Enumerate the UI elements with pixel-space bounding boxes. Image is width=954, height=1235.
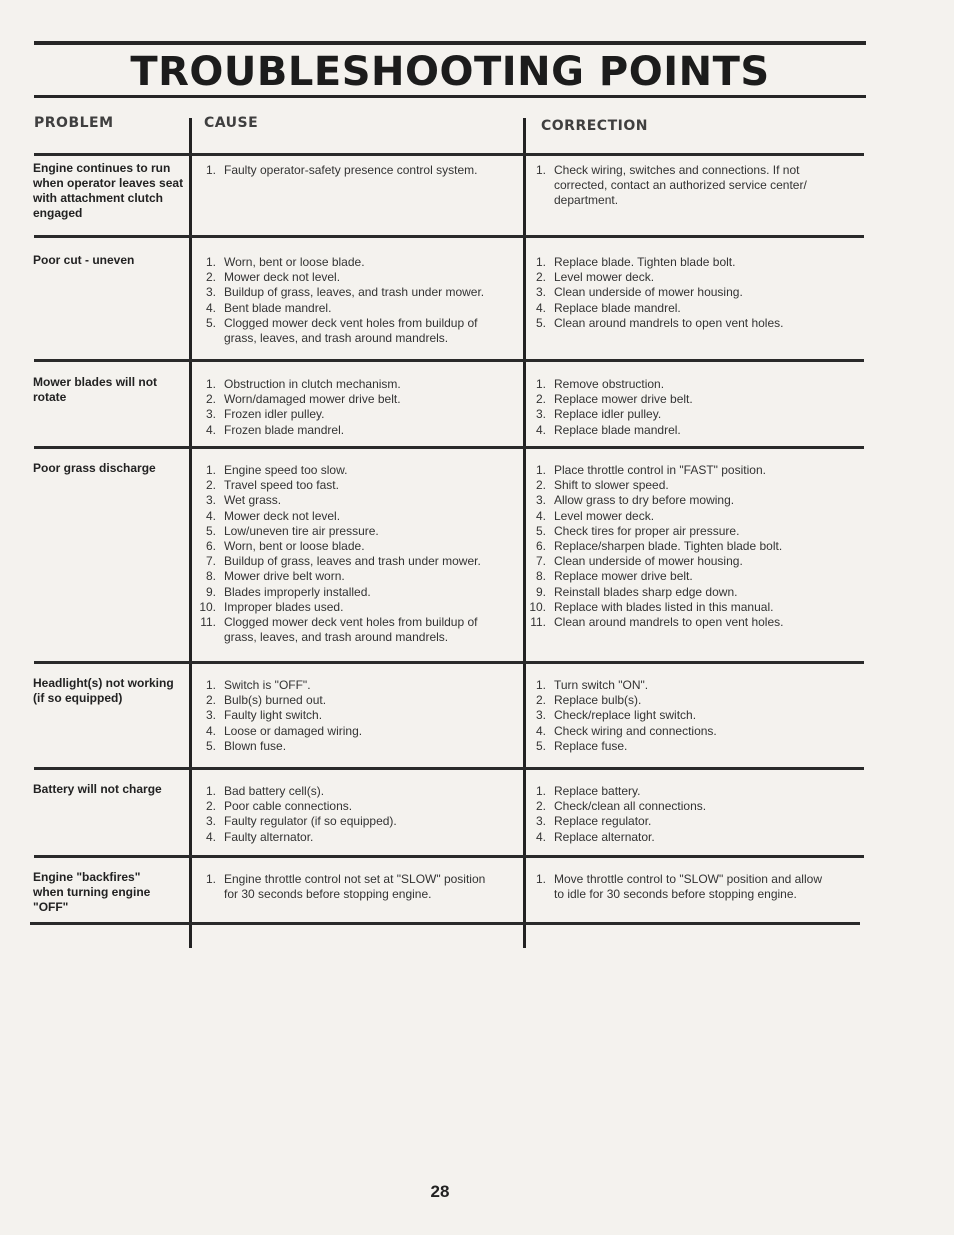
- item-number: 2.: [205, 799, 216, 814]
- item-text: Buildup of grass, leaves and trash under mower.: [224, 554, 481, 569]
- list-item: [198, 784, 498, 799]
- item-number: 6.: [205, 539, 216, 554]
- item-text: Switch is "OFF".: [224, 678, 311, 692]
- item-text: Replace fuse.: [554, 738, 628, 753]
- list-item: [528, 423, 828, 438]
- list-item: [528, 585, 828, 600]
- cause-list: [198, 784, 498, 845]
- problem-text: Engine continues to run when operator leaves seat with attachment clutch engaged: [33, 161, 184, 220]
- item-number: 4.: [535, 829, 546, 844]
- list-item: [528, 392, 828, 407]
- list-item: [528, 724, 828, 739]
- item-text: Faulty regulator (if so equipped).: [224, 814, 397, 829]
- problem-text: Poor cut - uneven: [33, 253, 135, 267]
- item-text: Check tires for proper air pressure.: [554, 523, 740, 538]
- row-divider: [34, 767, 864, 770]
- item-text: Clean underside of mower housing.: [554, 285, 743, 300]
- item-text: Check wiring, switches and connections. If not corrected, contact an authorized service center/ department.: [554, 163, 807, 208]
- item-number: 4.: [205, 723, 216, 738]
- item-text: Bad battery cell(s).: [224, 784, 325, 798]
- list-item: [198, 316, 498, 346]
- item-text: Poor cable connections.: [224, 799, 353, 814]
- cause-list: [198, 255, 498, 346]
- item-text: Worn/damaged mower drive belt.: [224, 392, 401, 407]
- item-number: 1.: [535, 163, 546, 177]
- correction-list: [528, 377, 828, 438]
- item-text: Replace blade mandrel.: [554, 300, 681, 315]
- list-item: [198, 693, 498, 708]
- list-item: [528, 784, 828, 799]
- item-text: Clean around mandrels to open vent holes.: [554, 615, 784, 630]
- item-text: Replace alternator.: [554, 829, 655, 844]
- item-number: 2.: [535, 270, 546, 285]
- list-item: [528, 799, 828, 814]
- item-text: Replace blade mandrel.: [554, 422, 681, 437]
- item-number: 1.: [535, 872, 546, 886]
- row-divider: [34, 153, 864, 156]
- list-item: [528, 708, 828, 723]
- item-text: Replace/sharpen blade. Tighten blade bolt.: [554, 539, 783, 554]
- list-item: [528, 814, 828, 829]
- column-divider-left: [189, 118, 192, 948]
- list-item: [198, 799, 498, 814]
- item-text: Blades improperly installed.: [224, 584, 371, 599]
- item-text: Turn switch "ON".: [554, 678, 649, 692]
- item-text: Replace bulb(s).: [554, 693, 642, 708]
- item-number: 1.: [205, 463, 216, 477]
- list-item: [198, 615, 498, 645]
- item-number: 1.: [205, 163, 216, 177]
- item-text: Low/uneven tire air pressure.: [224, 523, 379, 538]
- item-number: 5.: [205, 315, 216, 330]
- item-number: 3.: [205, 407, 216, 422]
- list-item: [198, 493, 498, 508]
- correction-list: [528, 163, 828, 209]
- cause-list: [198, 678, 498, 754]
- item-number: 1.: [535, 255, 546, 269]
- table-bottom-rule: [30, 922, 860, 925]
- list-item: [198, 392, 498, 407]
- item-number: 8.: [535, 569, 546, 584]
- list-item: [528, 539, 828, 554]
- list-item: [528, 739, 828, 754]
- item-number: 9.: [205, 584, 216, 599]
- list-item: [198, 255, 498, 270]
- item-text: Reinstall blades sharp edge down.: [554, 584, 738, 599]
- item-text: Clogged mower deck vent holes from buildup of grass, leaves, and trash around mandrels.: [224, 615, 478, 645]
- correction-header: CORRECTION: [541, 118, 648, 134]
- item-text: Check/replace light switch.: [554, 708, 697, 723]
- list-item: [528, 872, 828, 902]
- list-item: [198, 678, 498, 693]
- correction-list: [528, 463, 828, 630]
- list-item: [528, 270, 828, 285]
- list-item: [528, 285, 828, 300]
- item-number: 4.: [205, 508, 216, 523]
- list-item: [198, 872, 498, 902]
- cause-list: [198, 872, 498, 902]
- item-text: Faulty operator-safety presence control system.: [224, 163, 478, 177]
- list-item: [198, 407, 498, 422]
- list-item: [528, 478, 828, 493]
- item-number: 4.: [535, 723, 546, 738]
- item-text: Replace mower drive belt.: [554, 392, 693, 407]
- cause-list: [198, 163, 498, 178]
- list-item: [198, 301, 498, 316]
- item-number: 1.: [535, 784, 546, 798]
- item-text: Faulty light switch.: [224, 708, 323, 723]
- item-text: Loose or damaged wiring.: [224, 723, 363, 738]
- list-item: [528, 524, 828, 539]
- list-item: [198, 509, 498, 524]
- item-text: Worn, bent or loose blade.: [224, 255, 365, 269]
- list-item: [528, 830, 828, 845]
- item-text: Frozen blade mandrel.: [224, 422, 345, 437]
- list-item: [528, 377, 828, 392]
- item-number: 2.: [205, 693, 216, 708]
- item-text: Level mower deck.: [554, 270, 655, 285]
- item-text: Replace idler pulley.: [554, 407, 662, 422]
- item-number: 4.: [205, 300, 216, 315]
- item-text: Engine speed too slow.: [224, 463, 348, 477]
- item-number: 1.: [205, 784, 216, 798]
- item-number: 8.: [205, 569, 216, 584]
- list-item: [198, 585, 498, 600]
- item-number: 9.: [535, 584, 546, 599]
- list-item: [528, 407, 828, 422]
- list-item: [198, 423, 498, 438]
- list-item: [528, 615, 828, 630]
- item-number: 7.: [205, 554, 216, 569]
- item-number: 4.: [535, 508, 546, 523]
- column-divider-right: [523, 118, 526, 948]
- item-number: 5.: [535, 738, 546, 753]
- item-number: 3.: [535, 493, 546, 508]
- item-text: Worn, bent or loose blade.: [224, 539, 365, 554]
- item-number: 3.: [205, 814, 216, 829]
- item-number: 5.: [535, 315, 546, 330]
- item-number: 3.: [205, 708, 216, 723]
- item-number: 1.: [535, 377, 546, 391]
- list-item: [528, 678, 828, 693]
- item-text: Clean around mandrels to open vent holes.: [554, 315, 784, 330]
- list-item: [528, 509, 828, 524]
- list-item: [198, 524, 498, 539]
- list-item: [528, 316, 828, 331]
- item-text: Replace blade. Tighten blade bolt.: [554, 255, 736, 269]
- list-item: [528, 255, 828, 270]
- item-text: Engine throttle control not set at "SLOW" position for 30 seconds before stopping engine.: [224, 872, 486, 902]
- row-divider: [34, 661, 864, 664]
- list-item: [198, 554, 498, 569]
- title-rule: [34, 95, 866, 98]
- item-text: Buildup of grass, leaves, and trash under mower.: [224, 285, 485, 300]
- row-divider: [34, 855, 864, 858]
- item-text: Replace with blades listed in this manual.: [554, 599, 774, 614]
- cause-list: [198, 377, 498, 438]
- problem-text: Mower blades will not rotate: [33, 375, 158, 404]
- correction-list: [528, 872, 828, 902]
- item-text: Frozen idler pulley.: [224, 407, 325, 422]
- item-number: 1.: [205, 872, 216, 886]
- item-text: Faulty alternator.: [224, 829, 314, 844]
- item-number: 5.: [205, 523, 216, 538]
- item-number: 7.: [535, 554, 546, 569]
- top-rule: [34, 41, 866, 45]
- item-text: Replace mower drive belt.: [554, 569, 693, 584]
- item-text: Mower deck not level.: [224, 508, 341, 523]
- list-item: [198, 163, 498, 178]
- item-number: 11.: [530, 615, 546, 630]
- item-number: 3.: [205, 493, 216, 508]
- item-number: 2.: [205, 270, 216, 285]
- item-number: 11.: [200, 615, 216, 630]
- list-item: [198, 830, 498, 845]
- page-title: TROUBLESHOOTING POINTS: [130, 49, 770, 95]
- list-item: [528, 493, 828, 508]
- item-number: 2.: [535, 799, 546, 814]
- item-number: 3.: [535, 407, 546, 422]
- item-number: 3.: [535, 814, 546, 829]
- item-text: Shift to slower speed.: [554, 478, 669, 493]
- item-number: 3.: [535, 708, 546, 723]
- item-text: Improper blades used.: [224, 599, 344, 614]
- problem-text: Battery will not charge: [33, 782, 162, 796]
- row-divider: [34, 446, 864, 449]
- list-item: [198, 814, 498, 829]
- item-number: 4.: [535, 422, 546, 437]
- row-divider: [34, 359, 864, 362]
- item-text: Bent blade mandrel.: [224, 300, 332, 315]
- item-text: Obstruction in clutch mechanism.: [224, 377, 401, 391]
- list-item: [198, 569, 498, 584]
- item-number: 5.: [535, 523, 546, 538]
- item-text: Replace battery.: [554, 784, 641, 798]
- item-number: 10.: [199, 599, 216, 614]
- problem-text: Engine "backfires" when turning engine "OFF": [33, 870, 151, 914]
- item-text: Bulb(s) burned out.: [224, 693, 327, 708]
- list-item: [198, 270, 498, 285]
- list-item: [198, 377, 498, 392]
- item-number: 2.: [535, 693, 546, 708]
- problem-header: PROBLEM: [34, 115, 114, 131]
- list-item: [528, 693, 828, 708]
- item-number: 2.: [535, 392, 546, 407]
- row-divider: [34, 235, 864, 238]
- list-item: [198, 285, 498, 300]
- item-text: Clogged mower deck vent holes from buildup of grass, leaves, and trash around mandrels.: [224, 315, 478, 346]
- list-item: [528, 554, 828, 569]
- cause-list: [198, 463, 498, 645]
- page-number: 28: [430, 1182, 450, 1201]
- list-item: [528, 163, 828, 209]
- item-number: 10.: [529, 599, 546, 614]
- list-item: [528, 569, 828, 584]
- item-text: Blown fuse.: [224, 738, 287, 753]
- problem-text: Headlight(s) not working (if so equipped): [33, 676, 174, 705]
- list-item: [198, 724, 498, 739]
- list-item: [528, 301, 828, 316]
- correction-list: [528, 255, 828, 331]
- item-number: 1.: [205, 255, 216, 269]
- cause-header: CAUSE: [204, 115, 259, 131]
- item-number: 2.: [205, 392, 216, 407]
- item-number: 2.: [205, 478, 216, 493]
- list-item: [198, 478, 498, 493]
- list-item: [198, 600, 498, 615]
- item-text: Mower drive belt worn.: [224, 569, 345, 584]
- item-text: Check/clean all connections.: [554, 799, 707, 814]
- item-text: Place throttle control in "FAST" position.: [554, 463, 766, 477]
- list-item: [198, 739, 498, 754]
- item-text: Check wiring and connections.: [554, 723, 717, 738]
- list-item: [528, 463, 828, 478]
- item-text: Level mower deck.: [554, 508, 655, 523]
- item-number: 1.: [535, 463, 546, 477]
- item-text: Remove obstruction.: [554, 377, 665, 391]
- item-number: 4.: [205, 829, 216, 844]
- item-number: 1.: [205, 678, 216, 692]
- item-number: 3.: [205, 285, 216, 300]
- list-item: [198, 539, 498, 554]
- list-item: [528, 600, 828, 615]
- item-number: 1.: [205, 377, 216, 391]
- item-number: 2.: [535, 478, 546, 493]
- item-number: 4.: [535, 300, 546, 315]
- item-text: Wet grass.: [224, 493, 282, 508]
- item-number: 3.: [535, 285, 546, 300]
- list-item: [198, 708, 498, 723]
- item-number: 6.: [535, 539, 546, 554]
- item-text: Clean underside of mower housing.: [554, 554, 743, 569]
- correction-list: [528, 678, 828, 754]
- item-number: 5.: [205, 738, 216, 753]
- problem-text: Poor grass discharge: [33, 461, 156, 475]
- item-number: 1.: [535, 678, 546, 692]
- item-text: Allow grass to dry before mowing.: [554, 493, 735, 508]
- item-text: Travel speed too fast.: [224, 478, 339, 493]
- item-text: Replace regulator.: [554, 814, 652, 829]
- list-item: [198, 463, 498, 478]
- item-number: 4.: [205, 422, 216, 437]
- correction-list: [528, 784, 828, 845]
- item-text: Move throttle control to "SLOW" position and allow to idle for 30 seconds before stopping engine.: [554, 872, 822, 902]
- item-text: Mower deck not level.: [224, 270, 341, 285]
